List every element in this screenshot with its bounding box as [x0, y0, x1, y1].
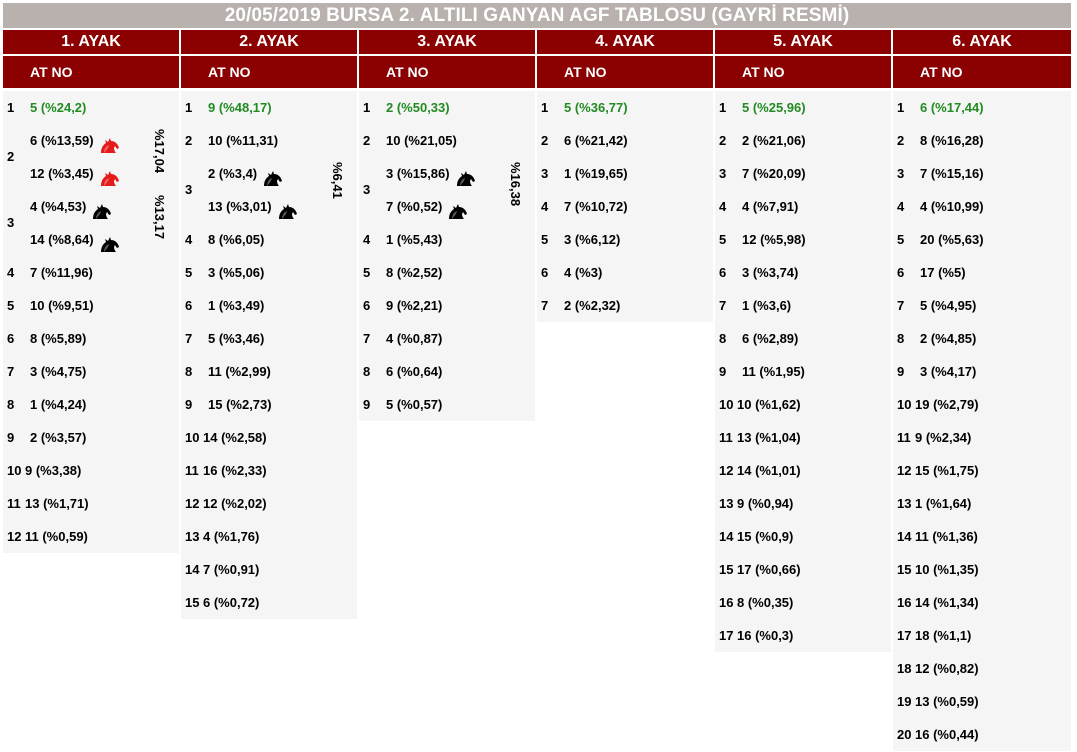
- horse-entry: 2 (%21,06): [742, 133, 806, 148]
- rank-number: 11: [897, 430, 911, 445]
- list-item[interactable]: [715, 223, 891, 256]
- horse-entry[interactable]: [386, 157, 476, 190]
- horse-entry: 4 (%10,99): [920, 199, 984, 214]
- rank-number: 17: [719, 628, 734, 643]
- rank-number: 7: [363, 331, 371, 346]
- entry-text: 6 (%13,59): [30, 133, 94, 148]
- list-item[interactable]: [181, 223, 357, 256]
- horse-entry: 3 (%5,06): [208, 265, 265, 280]
- list-item[interactable]: [181, 421, 357, 454]
- at-no-header: AT NO: [893, 56, 1071, 88]
- rank-number: 15: [719, 562, 734, 577]
- leg-header: 3. AYAK: [359, 30, 535, 54]
- grouped-entry: [181, 157, 357, 223]
- rank-number: 20: [897, 727, 912, 742]
- leg-list: [181, 91, 357, 619]
- horse-entry: 11 (%1,95): [742, 364, 805, 379]
- list-item[interactable]: [181, 520, 357, 553]
- horse-entry: 15 (%0,9): [737, 529, 794, 544]
- black-horse-icon: [276, 199, 298, 217]
- leg-column: [537, 30, 713, 322]
- rank-number: 9: [719, 364, 727, 379]
- rank-number: 5: [185, 265, 193, 280]
- horse-entry: 17 (%5): [920, 265, 966, 280]
- list-item[interactable]: [893, 256, 1071, 289]
- black-horse-icon: [454, 166, 476, 184]
- horse-entry: 3 (%6,12): [564, 232, 621, 247]
- list-item[interactable]: [893, 190, 1071, 223]
- horse-entry: 4 (%7,91): [742, 199, 799, 214]
- rank-number: 2: [7, 149, 15, 164]
- rank-number: 8: [363, 364, 371, 379]
- list-item[interactable]: [893, 520, 1071, 553]
- leg-list: [359, 91, 535, 421]
- horse-entry: 6 (%21,42): [564, 133, 628, 148]
- list-item[interactable]: [715, 322, 891, 355]
- rank-number: 9: [185, 397, 193, 412]
- list-item[interactable]: [359, 91, 535, 124]
- rank-number: 3: [541, 166, 549, 181]
- horse-entry[interactable]: [208, 190, 298, 223]
- horse-entry: 14 (%1,34): [915, 595, 979, 610]
- grouped-entry: [359, 157, 535, 223]
- list-item[interactable]: [3, 289, 179, 322]
- rank-number: 5: [541, 232, 549, 247]
- rank-number: 15: [897, 562, 912, 577]
- horse-entry: 3 (%4,75): [30, 364, 87, 379]
- horse-entry: 1 (%1,64): [915, 496, 972, 511]
- horse-entry: 13 (%1,04): [737, 430, 801, 445]
- rank-number: 6: [541, 265, 549, 280]
- rank-number: 10: [185, 430, 200, 445]
- horse-entry[interactable]: [30, 190, 112, 223]
- list-item[interactable]: [715, 256, 891, 289]
- horse-entry: 12 (%0,82): [915, 661, 979, 676]
- combined-percent: %17,04: [152, 129, 167, 174]
- list-item[interactable]: [3, 487, 179, 520]
- list-item[interactable]: [181, 487, 357, 520]
- rank-number: 4: [185, 232, 193, 247]
- list-item[interactable]: [181, 289, 357, 322]
- horse-entry: 16 (%0,44): [915, 727, 979, 742]
- leg-column: [181, 30, 357, 619]
- list-item[interactable]: [893, 388, 1071, 421]
- horse-entry: 15 (%2,73): [208, 397, 272, 412]
- rank-number: 14: [897, 529, 912, 544]
- combined-percent: %6,41: [330, 162, 345, 199]
- horse-entry: 9 (%3,38): [25, 463, 82, 478]
- list-item[interactable]: [715, 157, 891, 190]
- horse-entry: 11 (%2,99): [208, 364, 271, 379]
- list-item[interactable]: [715, 553, 891, 586]
- rank-number: 3: [7, 215, 15, 230]
- horse-entry: 7 (%20,09): [742, 166, 806, 181]
- horse-entry[interactable]: [208, 157, 283, 190]
- list-item[interactable]: [3, 454, 179, 487]
- horse-entry: 9 (%2,21): [386, 298, 443, 313]
- rank-number: 2: [185, 133, 193, 148]
- black-horse-icon: [261, 166, 283, 184]
- at-no-header: AT NO: [537, 56, 713, 88]
- rank-number: 3: [185, 182, 193, 197]
- rank-number: 14: [185, 562, 200, 577]
- horse-entry: 13 (%0,59): [915, 694, 979, 709]
- entry-text: 7 (%0,52): [386, 199, 443, 214]
- rank-number: 1: [185, 100, 193, 115]
- list-item[interactable]: [715, 454, 891, 487]
- rank-number: 11: [185, 463, 199, 478]
- leg-header: 6. AYAK: [893, 30, 1071, 54]
- list-item[interactable]: [181, 124, 357, 157]
- entry-text: 13 (%3,01): [208, 199, 272, 214]
- horse-entry: 5 (%3,46): [208, 331, 265, 346]
- rank-number: 1: [897, 100, 905, 115]
- favorite-entry: 5 (%24,2): [30, 100, 87, 115]
- leg-column: [359, 30, 535, 421]
- rank-number: 4: [897, 199, 905, 214]
- rank-number: 9: [363, 397, 371, 412]
- at-no-header: AT NO: [359, 56, 535, 88]
- horse-entry: 1 (%3,6): [742, 298, 792, 313]
- list-item[interactable]: [893, 454, 1071, 487]
- horse-entry: 8 (%5,89): [30, 331, 87, 346]
- black-horse-icon: [446, 199, 468, 217]
- leg-list: [537, 91, 713, 322]
- list-item[interactable]: [537, 91, 713, 124]
- red-horse-icon: [98, 166, 120, 184]
- horse-entry: 6 (%2,89): [742, 331, 799, 346]
- rank-number: 9: [7, 430, 15, 445]
- rank-number: 16: [719, 595, 734, 610]
- list-item[interactable]: [359, 256, 535, 289]
- list-item[interactable]: [359, 289, 535, 322]
- horse-entry[interactable]: [30, 124, 120, 157]
- page-title: 20/05/2019 BURSA 2. ALTILI GANYAN AGF TABLOSU (GAYRİ RESMİ): [3, 3, 1071, 28]
- list-item[interactable]: [3, 421, 179, 454]
- rank-number: 10: [897, 397, 912, 412]
- rank-number: 12: [719, 463, 734, 478]
- horse-entry: 15 (%1,75): [915, 463, 979, 478]
- list-item[interactable]: [359, 223, 535, 256]
- list-item[interactable]: [715, 124, 891, 157]
- leg-list: [715, 91, 891, 652]
- horse-entry: 5 (%0,57): [386, 397, 443, 412]
- list-item[interactable]: [537, 124, 713, 157]
- horse-entry: 10 (%21,05): [386, 133, 457, 148]
- horse-entry: 10 (%9,51): [30, 298, 94, 313]
- favorite-entry: 9 (%48,17): [208, 100, 272, 115]
- horse-entry: 7 (%10,72): [564, 199, 628, 214]
- horse-entry[interactable]: [30, 223, 120, 256]
- horse-entry: 3 (%4,17): [920, 364, 977, 379]
- horse-entry: 20 (%5,63): [920, 232, 984, 247]
- horse-entry: 18 (%1,1): [915, 628, 972, 643]
- list-item[interactable]: [715, 190, 891, 223]
- rank-number: 5: [719, 232, 727, 247]
- list-item[interactable]: [893, 685, 1071, 718]
- list-item[interactable]: [181, 553, 357, 586]
- rank-number: 16: [897, 595, 912, 610]
- list-item[interactable]: [181, 322, 357, 355]
- horse-entry: 4 (%3): [564, 265, 603, 280]
- list-item[interactable]: [715, 520, 891, 553]
- rank-number: 5: [363, 265, 371, 280]
- rank-number: 6: [363, 298, 371, 313]
- rank-number: 5: [897, 232, 905, 247]
- list-item[interactable]: [893, 487, 1071, 520]
- list-item[interactable]: [715, 487, 891, 520]
- rank-number: 1: [719, 100, 727, 115]
- rank-number: 4: [363, 232, 371, 247]
- rank-number: 7: [7, 364, 15, 379]
- list-item[interactable]: [893, 652, 1071, 685]
- horse-entry: 16 (%2,33): [203, 463, 267, 478]
- horse-entry: 2 (%3,57): [30, 430, 87, 445]
- leg-header: 2. AYAK: [181, 30, 357, 54]
- list-item[interactable]: [537, 223, 713, 256]
- list-item[interactable]: [893, 322, 1071, 355]
- rank-number: 6: [185, 298, 193, 313]
- horse-entry: 9 (%0,94): [737, 496, 794, 511]
- horse-entry: 11 (%0,59): [25, 529, 88, 544]
- list-item[interactable]: [359, 322, 535, 355]
- horse-entry: 10 (%1,62): [737, 397, 801, 412]
- rank-number: 8: [719, 331, 727, 346]
- at-no-header: AT NO: [181, 56, 357, 88]
- list-item[interactable]: [893, 586, 1071, 619]
- favorite-entry: 5 (%25,96): [742, 100, 806, 115]
- horse-entry: 10 (%1,35): [915, 562, 979, 577]
- list-item[interactable]: [893, 223, 1071, 256]
- list-item[interactable]: [181, 355, 357, 388]
- grouped-entry: [3, 124, 179, 190]
- rank-number: 9: [897, 364, 905, 379]
- rank-number: 10: [7, 463, 22, 478]
- black-horse-icon: [90, 199, 112, 217]
- list-item[interactable]: [893, 421, 1071, 454]
- list-item[interactable]: [181, 586, 357, 619]
- entry-text: 3 (%15,86): [386, 166, 450, 181]
- rank-number: 1: [541, 100, 549, 115]
- rank-number: 12: [897, 463, 912, 478]
- rank-number: 3: [363, 182, 371, 197]
- list-item[interactable]: [181, 256, 357, 289]
- grouped-entry: [3, 190, 179, 256]
- leg-header: 5. AYAK: [715, 30, 891, 54]
- rank-number: 8: [7, 397, 15, 412]
- list-item[interactable]: [3, 388, 179, 421]
- horse-entry: 1 (%19,65): [564, 166, 628, 181]
- list-item[interactable]: [359, 124, 535, 157]
- list-item[interactable]: [3, 322, 179, 355]
- horse-entry: 16 (%0,3): [737, 628, 794, 643]
- horse-entry: 2 (%2,32): [564, 298, 621, 313]
- leg-column: [3, 30, 179, 553]
- list-item[interactable]: [715, 619, 891, 652]
- rank-number: 3: [719, 166, 727, 181]
- rank-number: 6: [7, 331, 15, 346]
- horse-entry: 1 (%4,24): [30, 397, 87, 412]
- rank-number: 12: [185, 496, 200, 511]
- horse-entry: 14 (%2,58): [203, 430, 267, 445]
- rank-number: 11: [719, 430, 733, 445]
- rank-number: 2: [897, 133, 905, 148]
- entry-text: 12 (%3,45): [30, 166, 94, 181]
- list-item[interactable]: [715, 289, 891, 322]
- horse-entry: 7 (%11,96): [30, 265, 93, 280]
- rank-number: 17: [897, 628, 912, 643]
- list-item[interactable]: [537, 256, 713, 289]
- horse-entry: 8 (%6,05): [208, 232, 265, 247]
- horse-entry: 4 (%0,87): [386, 331, 443, 346]
- horse-entry: 11 (%1,36): [915, 529, 978, 544]
- list-item[interactable]: [3, 355, 179, 388]
- leg-header: 1. AYAK: [3, 30, 179, 54]
- rank-number: 18: [897, 661, 912, 676]
- horse-entry: 4 (%1,76): [203, 529, 260, 544]
- entry-text: 14 (%8,64): [30, 232, 94, 247]
- rank-number: 10: [719, 397, 734, 412]
- rank-number: 19: [897, 694, 912, 709]
- rank-number: 5: [7, 298, 15, 313]
- rank-number: 13: [897, 496, 912, 511]
- rank-number: 6: [897, 265, 905, 280]
- leg-list: [893, 91, 1071, 751]
- rank-number: 11: [7, 496, 21, 511]
- at-no-header: AT NO: [3, 56, 179, 88]
- leg-column: [893, 30, 1071, 751]
- list-item[interactable]: [893, 157, 1071, 190]
- horse-entry: 8 (%0,35): [737, 595, 794, 610]
- rank-number: 2: [719, 133, 727, 148]
- list-item[interactable]: [893, 355, 1071, 388]
- list-item[interactable]: [359, 355, 535, 388]
- horse-entry: 9 (%2,34): [915, 430, 972, 445]
- list-item[interactable]: [715, 355, 891, 388]
- entry-text: 4 (%4,53): [30, 199, 87, 214]
- black-horse-icon: [98, 232, 120, 250]
- horse-entry: 17 (%0,66): [737, 562, 801, 577]
- combined-percent: %13,17: [152, 195, 167, 240]
- horse-entry: 3 (%3,74): [742, 265, 799, 280]
- horse-entry[interactable]: [30, 157, 120, 190]
- rank-number: 13: [719, 496, 734, 511]
- list-item[interactable]: [715, 388, 891, 421]
- rank-number: 13: [185, 529, 200, 544]
- at-no-header: AT NO: [715, 56, 891, 88]
- horse-entry: 10 (%11,31): [208, 133, 279, 148]
- rank-number: 7: [185, 331, 193, 346]
- rank-number: 1: [363, 100, 371, 115]
- horse-entry: 7 (%0,91): [203, 562, 260, 577]
- rank-number: 14: [719, 529, 734, 544]
- list-item[interactable]: [537, 157, 713, 190]
- rank-number: 7: [719, 298, 727, 313]
- rank-number: 4: [541, 199, 549, 214]
- rank-number: 8: [897, 331, 905, 346]
- rank-number: 6: [719, 265, 727, 280]
- rank-number: 12: [7, 529, 22, 544]
- horse-entry: 19 (%2,79): [915, 397, 979, 412]
- rank-number: 4: [7, 265, 15, 280]
- horse-entry[interactable]: [386, 190, 468, 223]
- horse-entry: 12 (%5,98): [742, 232, 806, 247]
- leg-header: 4. AYAK: [537, 30, 713, 54]
- favorite-entry: 5 (%36,77): [564, 100, 628, 115]
- rank-number: 15: [185, 595, 200, 610]
- horse-entry: 13 (%1,71): [25, 496, 89, 511]
- favorite-entry: 6 (%17,44): [920, 100, 984, 115]
- horse-entry: 5 (%4,95): [920, 298, 977, 313]
- entry-text: 2 (%3,4): [208, 166, 258, 181]
- rank-number: 7: [897, 298, 905, 313]
- horse-entry: 6 (%0,64): [386, 364, 443, 379]
- list-item[interactable]: [893, 91, 1071, 124]
- horse-entry: 7 (%15,16): [920, 166, 984, 181]
- horse-entry: 8 (%2,52): [386, 265, 443, 280]
- horse-entry: 12 (%2,02): [203, 496, 267, 511]
- horse-entry: 14 (%1,01): [737, 463, 801, 478]
- leg-list: [3, 91, 179, 553]
- horse-entry: 8 (%16,28): [920, 133, 984, 148]
- list-item[interactable]: [359, 388, 535, 421]
- combined-percent: %16,38: [508, 162, 523, 207]
- list-item[interactable]: [537, 289, 713, 322]
- list-item[interactable]: [893, 718, 1071, 751]
- list-item[interactable]: [893, 289, 1071, 322]
- rank-number: 2: [541, 133, 549, 148]
- list-item[interactable]: [181, 388, 357, 421]
- list-item[interactable]: [3, 91, 179, 124]
- rank-number: 3: [897, 166, 905, 181]
- list-item[interactable]: [893, 619, 1071, 652]
- red-horse-icon: [98, 133, 120, 151]
- list-item[interactable]: [181, 454, 357, 487]
- list-item[interactable]: [3, 520, 179, 553]
- list-item[interactable]: [537, 190, 713, 223]
- horse-entry: 2 (%4,85): [920, 331, 977, 346]
- list-item[interactable]: [181, 91, 357, 124]
- leg-column: [715, 30, 891, 652]
- list-item[interactable]: [893, 124, 1071, 157]
- rank-number: 1: [7, 100, 15, 115]
- list-item[interactable]: [893, 553, 1071, 586]
- list-item[interactable]: [715, 91, 891, 124]
- horse-entry: 1 (%5,43): [386, 232, 443, 247]
- list-item[interactable]: [715, 586, 891, 619]
- horse-entry: 6 (%0,72): [203, 595, 260, 610]
- rank-number: 4: [719, 199, 727, 214]
- rank-number: 2: [363, 133, 371, 148]
- rank-number: 7: [541, 298, 549, 313]
- horse-entry: 1 (%3,49): [208, 298, 265, 313]
- list-item[interactable]: [3, 256, 179, 289]
- favorite-entry: 2 (%50,33): [386, 100, 450, 115]
- list-item[interactable]: [715, 421, 891, 454]
- rank-number: 8: [185, 364, 193, 379]
